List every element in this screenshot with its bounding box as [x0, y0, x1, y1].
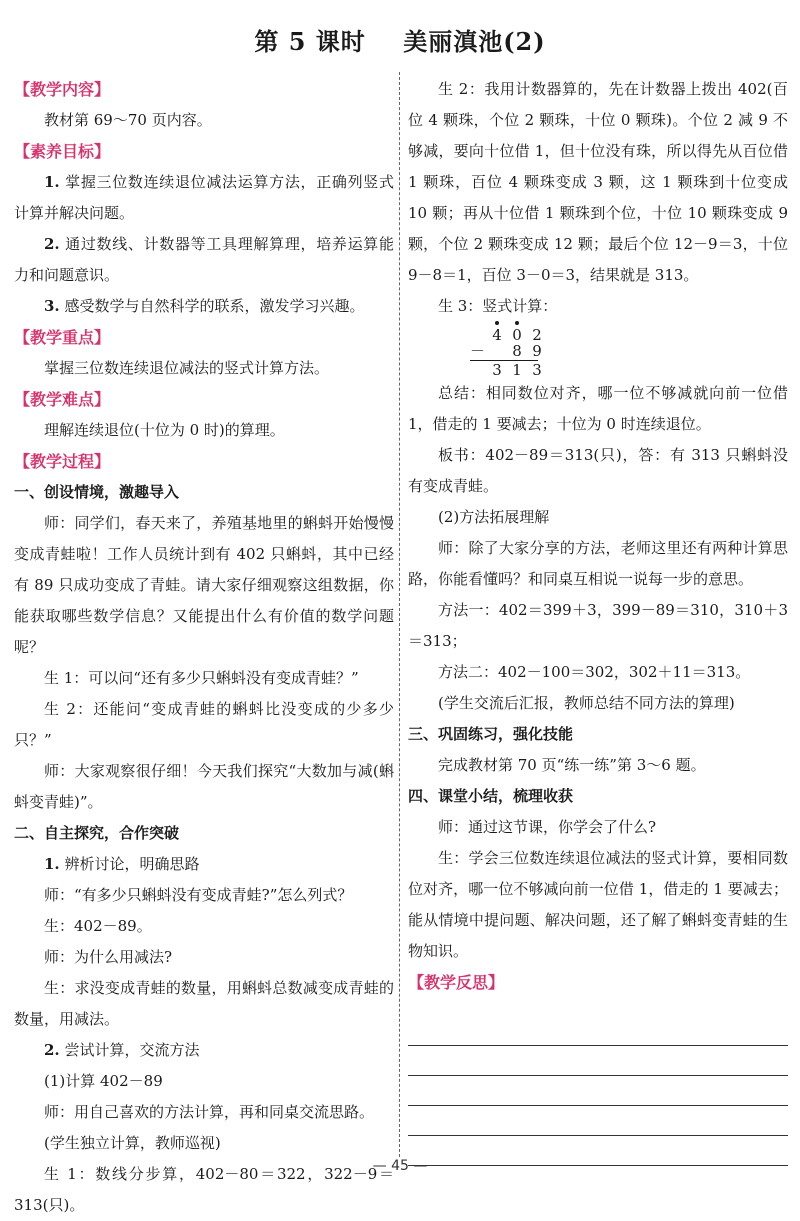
paragraph: (2)方法拓展理解 [438, 508, 550, 526]
goal-1 [14, 167, 394, 229]
paragraph: 生 2：我用计数器算的，先在计数器上拨出 402(百位 4 颗珠，个位 2 颗珠，十位 0 颗珠)。个位 2 减 9 不够减，要向十位借 1，但十位没有珠，所以得先从百位借 1 颗珠，百位 4 颗珠变成 3 颗，这 1 颗珠到十位变成 10 颗；再从十位借 1 颗珠到个位，十位 10 颗珠变成 9 颗，个位 2 颗珠变成 12 颗；最后个位 12－9＝3，十位 9－8＝1，百位 3－0＝3，结果就是 313。 [408, 80, 788, 284]
heading-section-4: 四、课堂小结，梳理收获 [408, 787, 574, 805]
column-divider [399, 72, 400, 1157]
left-column [14, 74, 394, 1221]
paragraph: 师：同学们，春天来了，养殖基地里的蝌蚪开始慢慢变成青蛙啦！工作人员统计到有 402 只蝌蚪，其中已经有 89 只成功变成了青蛙。请大家仔细观察这组数据，你能获取哪些数学信息？又能提出什么有价值的数学问题呢？ [14, 514, 394, 656]
paragraph: 板书：402－89＝313(只)，答：有 313 只蝌蚪没有变成青蛙。 [408, 446, 788, 495]
section-tag-reflection: 【教学反思】 [408, 973, 505, 992]
paragraph: 方法二：402－100＝302，302＋11＝313。 [438, 663, 751, 681]
section-tag-difficulty: 【教学难点】 [14, 390, 111, 409]
digit: 2 [532, 326, 542, 344]
paragraph: 生 3：竖式计算： [438, 297, 558, 315]
paragraph: 师：除了大家分享的方法，老师这里还有两种计算思路，你能看懂吗？和同桌互相说一说每一步的意思。 [408, 539, 788, 588]
difficulty-text: 理解连续退位(十位为 0 时)的算理。 [44, 421, 285, 439]
paragraph: 师：为什么用减法? [44, 948, 173, 966]
paragraph: 师：“有多少只蝌蚪没有变成青蛙?”怎么列式？ [44, 886, 353, 904]
heading-section-1: 一、创设情境，激趣导入 [14, 483, 180, 501]
heading-section-3: 三、巩固练习，强化技能 [408, 725, 574, 743]
writing-line [408, 1106, 788, 1136]
subheading-2 [14, 1035, 394, 1066]
goal-3-text: 感受数学与自然科学的联系，激发学习兴趣。 [59, 297, 365, 315]
paragraph: 生 1：数线分步算，402－80＝322，322－9＝313(只)。 [14, 1165, 394, 1214]
goal-1-text: 掌握三位数连续退位减法运算方法，正确列竖式计算并解决问题。 [14, 173, 394, 222]
paragraph: (1)计算 402－89 [44, 1072, 163, 1090]
content-text: 教材第 69～70 页内容。 [44, 111, 212, 129]
paragraph: 方法一：402＝399＋3，399－89＝310，310＋3＝313； [408, 601, 788, 650]
writing-line [408, 1016, 788, 1046]
key-text: 掌握三位数连续退位减法的竖式计算方法。 [44, 359, 330, 377]
section-tag-content: 【教学内容】 [14, 80, 111, 99]
paragraph: (学生交流后汇报，教师总结不同方法的算理) [438, 694, 735, 712]
heading-section-2: 二、自主探究，合作突破 [14, 824, 180, 842]
goal-2-text: 通过数线、计数器等工具理解算理，培养运算能力和问题意识。 [14, 235, 394, 284]
digit: 9 [532, 342, 542, 360]
writing-line [408, 1046, 788, 1076]
paragraph: 完成教材第 70 页“练一练”第 3～6 题。 [438, 756, 706, 774]
subheading-1-num: 1. [44, 855, 60, 873]
goal-3 [14, 291, 394, 322]
paragraph: 生 2：还能问“变成青蛙的蝌蚪比没变成的少多少只？” [14, 700, 394, 749]
minus-sign: － [470, 342, 486, 360]
paragraph: 生：求没变成青蛙的数量，用蝌蚪总数减变成青蛙的数量，用减法。 [14, 979, 394, 1028]
paragraph: 师：通过这节课，你学会了什么? [438, 818, 657, 836]
subheading-2-num: 2. [44, 1041, 60, 1059]
page-title: 第 5 课时 美丽滇池(2) [254, 27, 546, 56]
reflection-lines [408, 1016, 788, 1166]
goal-2 [14, 229, 394, 291]
paragraph: 生：402－89。 [44, 917, 152, 935]
section-tag-goals: 【素养目标】 [14, 142, 111, 161]
digit: 0 [512, 326, 522, 344]
section-tag-process: 【教学过程】 [14, 452, 111, 471]
digit: 4 [492, 326, 502, 344]
writing-line [408, 1076, 788, 1106]
goal-3-num: 3. [44, 297, 60, 315]
paragraph: 生：学会三位数连续退位减法的竖式计算，要相同数位对齐，哪一位不够减向前一位借 1，借走的 1 要减去；能从情境中提问题、解决问题，还了解了蝌蚪变青蛙的生物知识。 [408, 849, 788, 960]
paragraph: 师：用自己喜欢的方法计算，再和同桌交流思路。 [44, 1103, 375, 1121]
goal-1-num: 1. [44, 173, 60, 191]
paragraph: 总结：相同数位对齐，哪一位不够减就向前一位借 1，借走的 1 要减去；十位为 0 时连续退位。 [408, 384, 788, 433]
subheading-1 [14, 849, 394, 880]
vertical-subtraction [470, 322, 550, 378]
paragraph: 师：大家观察很仔细！今天我们探究“大数加与减(蝌蚪变青蛙)”。 [14, 762, 394, 811]
paragraph: (学生独立计算，教师巡视) [44, 1134, 221, 1152]
section-tag-key: 【教学重点】 [14, 328, 111, 347]
borrow-dot [495, 321, 499, 325]
paragraph: 生 1：可以问“还有多少只蝌蚪没有变成青蛙？” [44, 669, 359, 687]
page-number: — 45 — [372, 1158, 428, 1174]
subheading-1-text: 辨析讨论，明确思路 [59, 855, 200, 873]
right-column [408, 74, 788, 1166]
digit: 3 [492, 361, 502, 379]
sum-line [470, 360, 538, 361]
digit: 1 [512, 361, 522, 379]
subheading-2-text: 尝试计算，交流方法 [59, 1041, 200, 1059]
digit: 8 [512, 342, 522, 360]
goal-2-num: 2. [44, 235, 60, 253]
borrow-dot [515, 321, 519, 325]
digit: 3 [532, 361, 542, 379]
